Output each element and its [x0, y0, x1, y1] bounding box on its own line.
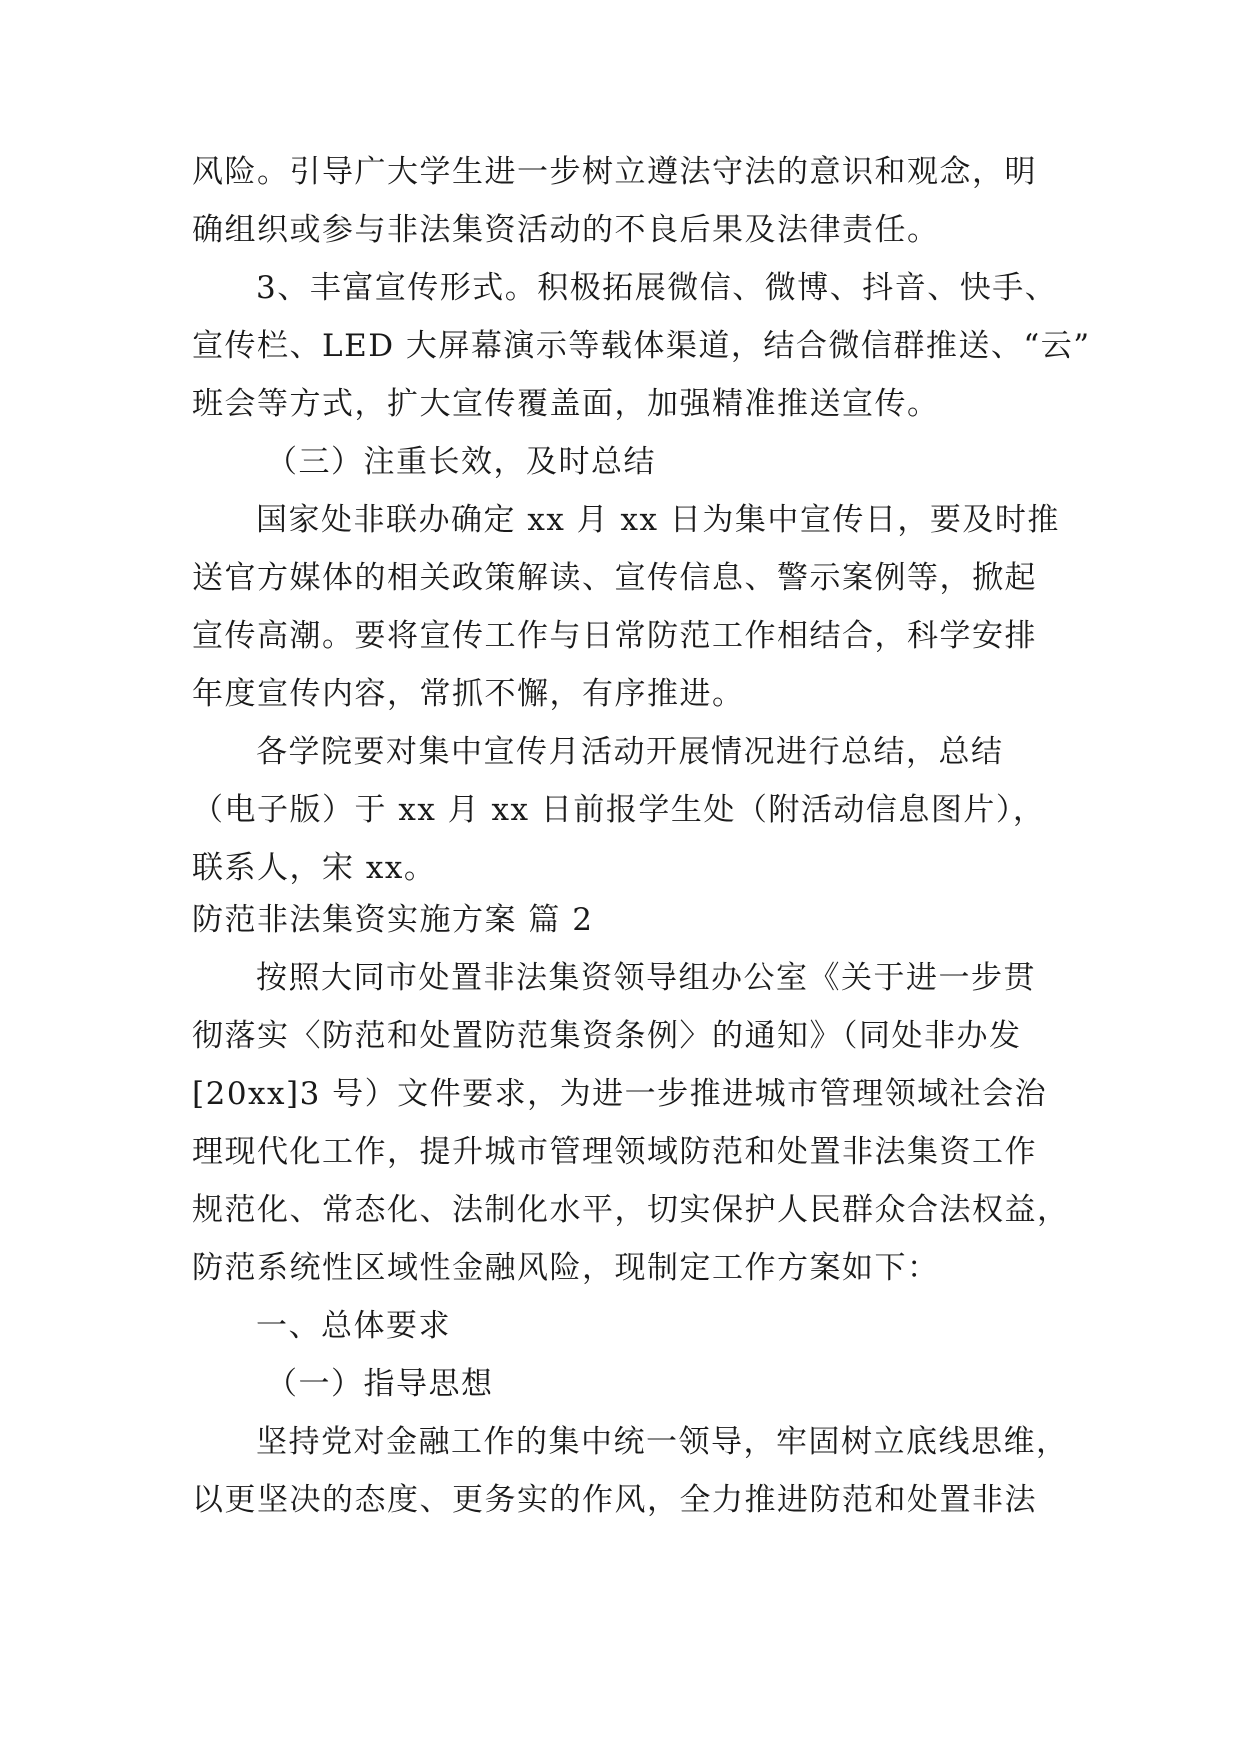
- paragraph-line: 年度宣传内容，常抓不懈，有序推进。: [192, 676, 745, 712]
- section-heading: 一、总体要求: [256, 1308, 451, 1344]
- paragraph-line: 宣传高潮。要将宣传工作与日常防范工作相结合，科学安排: [192, 618, 1037, 654]
- paragraph-line: 以更坚决的态度、更务实的作风，全力推进防范和处置非法: [192, 1482, 1037, 1518]
- paragraph-line: （电子版）于 xx 月 xx 日前报学生处（附活动信息图片），: [192, 792, 1046, 828]
- paragraph-line: 国家处非联办确定 xx 月 xx 日为集中宣传日，要及时推: [256, 502, 1060, 538]
- paragraph-line: 联系人，宋 xx。: [192, 850, 437, 886]
- paragraph-line: 宣传栏、LED 大屏幕演示等载体渠道，结合微信群推送、“云”: [192, 328, 1091, 364]
- section-heading: （一）指导思想: [266, 1366, 494, 1402]
- paragraph-line: [20xx]3 号）文件要求，为进一步推进城市管理领域社会治: [192, 1076, 1048, 1112]
- paragraph-line: 风险。引导广大学生进一步树立遵法守法的意识和观念，明: [192, 154, 1037, 190]
- paragraph-line: 班会等方式，扩大宣传覆盖面，加强精准推送宣传。: [192, 386, 940, 422]
- section-heading: （三）注重长效，及时总结: [266, 444, 656, 480]
- paragraph-line: 坚持党对金融工作的集中统一领导，牢固树立底线思维，: [256, 1424, 1069, 1460]
- paragraph-line: 确组织或参与非法集资活动的不良后果及法律责任。: [192, 212, 940, 248]
- paragraph-line: 各学院要对集中宣传月活动开展情况进行总结，总结: [256, 734, 1004, 770]
- paragraph-line: 彻落实〈防范和处置防范集资条例〉的通知》（同处非办发: [192, 1018, 1022, 1054]
- paragraph-line: 理现代化工作，提升城市管理领域防范和处置非法集资工作: [192, 1134, 1037, 1170]
- paragraph-line: 防范系统性区域性金融风险，现制定工作方案如下：: [192, 1250, 940, 1286]
- paragraph-line: 3、丰富宣传形式。积极拓展微信、微博、抖音、快手、: [256, 270, 1058, 306]
- paragraph-line: 按照大同市处置非法集资领导组办公室《关于进一步贯: [256, 960, 1036, 996]
- document-section-title: 防范非法集资实施方案 篇 2: [192, 902, 594, 938]
- paragraph-line: 规范化、常态化、法制化水平，切实保护人民群众合法权益，: [192, 1192, 1070, 1228]
- paragraph-line: 送官方媒体的相关政策解读、宣传信息、警示案例等，掀起: [192, 560, 1037, 596]
